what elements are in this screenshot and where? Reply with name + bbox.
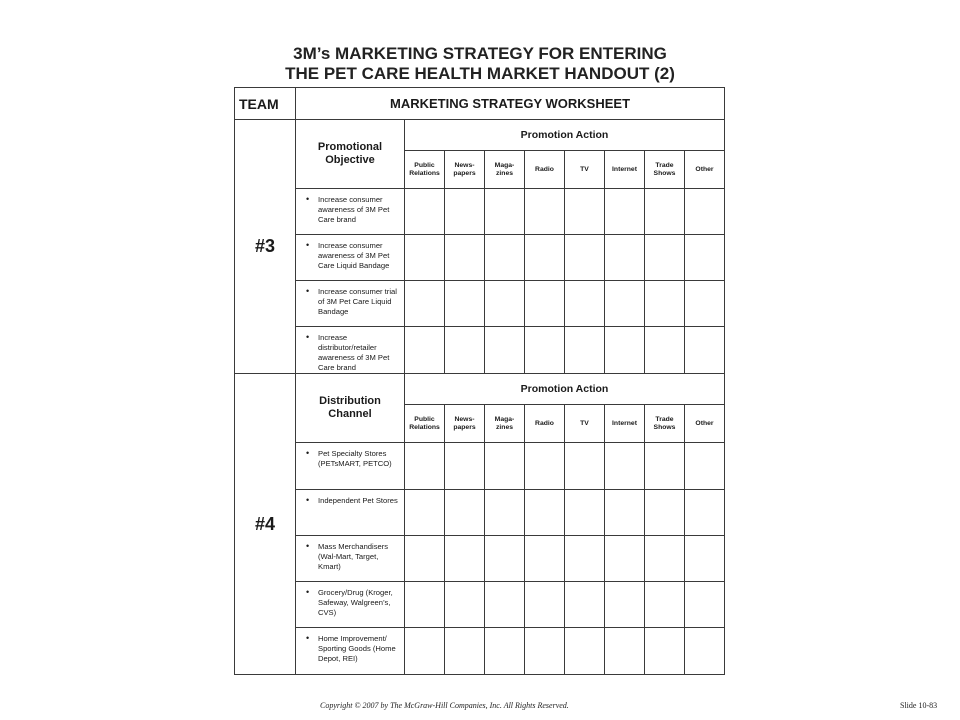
entry-cell[interactable]: [685, 628, 725, 675]
entry-cell[interactable]: [645, 628, 685, 675]
entry-cell[interactable]: [685, 235, 725, 281]
column-header: TV: [565, 151, 605, 189]
worksheet-row: [235, 490, 725, 536]
title-line-2: THE PET CARE HEALTH MARKET HANDOUT (2): [285, 64, 675, 83]
entry-cell[interactable]: [685, 443, 725, 490]
entry-cell[interactable]: [525, 582, 565, 628]
entry-cell[interactable]: [685, 582, 725, 628]
entry-cell[interactable]: [645, 536, 685, 582]
entry-cell[interactable]: [605, 281, 645, 327]
row-label: • Grocery/Drug (Kroger, Safeway, Walgreen’s, CVS): [296, 582, 405, 628]
row-label: • Increase consumer awareness of 3M Pet Care Liquid Bandage: [296, 235, 405, 281]
entry-cell[interactable]: [565, 582, 605, 628]
entry-cell[interactable]: [605, 582, 645, 628]
promotional-objective-header: Promotional Objective: [296, 120, 405, 189]
entry-cell[interactable]: [485, 281, 525, 327]
entry-cell[interactable]: [405, 536, 445, 582]
column-header: Maga- zines: [485, 405, 525, 443]
entry-cell[interactable]: [485, 628, 525, 675]
entry-cell[interactable]: [485, 582, 525, 628]
entry-cell[interactable]: [565, 327, 605, 374]
column-header: Other: [685, 151, 725, 189]
copyright-text: Copyright © 2007 by The McGraw-Hill Companies, Inc. All Rights Reserved.: [320, 701, 569, 710]
team-number: #4: [235, 374, 296, 675]
entry-cell[interactable]: [565, 281, 605, 327]
team-number: #3: [235, 120, 296, 374]
team-header: TEAM: [235, 88, 296, 120]
worksheet-title: MARKETING STRATEGY WORKSHEET: [296, 88, 725, 120]
marketing-strategy-worksheet: [234, 87, 725, 675]
row-label: • Independent Pet Stores: [296, 490, 405, 536]
worksheet-row: [235, 536, 725, 582]
worksheet-row: [235, 443, 725, 490]
entry-cell[interactable]: [685, 490, 725, 536]
entry-cell[interactable]: [685, 189, 725, 235]
entry-cell[interactable]: [445, 235, 485, 281]
column-header: Trade Shows: [645, 405, 685, 443]
entry-cell[interactable]: [525, 235, 565, 281]
entry-cell[interactable]: [685, 536, 725, 582]
entry-cell[interactable]: [605, 628, 645, 675]
column-header: Internet: [605, 405, 645, 443]
row-label: • Increase distributor/retailer awareness of 3M Pet Care brand: [296, 327, 405, 374]
entry-cell[interactable]: [485, 443, 525, 490]
entry-cell[interactable]: [645, 490, 685, 536]
entry-cell[interactable]: [525, 327, 565, 374]
entry-cell[interactable]: [645, 235, 685, 281]
entry-cell[interactable]: [405, 628, 445, 675]
column-header: Trade Shows: [645, 151, 685, 189]
entry-cell[interactable]: [405, 490, 445, 536]
entry-cell[interactable]: [445, 628, 485, 675]
entry-cell[interactable]: [445, 443, 485, 490]
entry-cell[interactable]: [645, 281, 685, 327]
row-label: • Increase consumer awareness of 3M Pet Care brand: [296, 189, 405, 235]
worksheet-row: [235, 189, 725, 235]
column-header: Public Relations: [405, 151, 445, 189]
promotion-action-header: Promotion Action: [405, 374, 725, 405]
column-header: Other: [685, 405, 725, 443]
entry-cell[interactable]: [605, 189, 645, 235]
entry-cell[interactable]: [565, 536, 605, 582]
column-header: News- papers: [445, 405, 485, 443]
entry-cell[interactable]: [405, 189, 445, 235]
entry-cell[interactable]: [605, 490, 645, 536]
worksheet-row: [235, 327, 725, 374]
entry-cell[interactable]: [485, 235, 525, 281]
entry-cell[interactable]: [645, 189, 685, 235]
entry-cell[interactable]: [445, 281, 485, 327]
entry-cell[interactable]: [405, 281, 445, 327]
column-header: Internet: [605, 151, 645, 189]
entry-cell[interactable]: [485, 189, 525, 235]
entry-cell[interactable]: [645, 327, 685, 374]
entry-cell[interactable]: [645, 582, 685, 628]
distribution-channel-header: Distribution Channel: [296, 374, 405, 443]
entry-cell[interactable]: [405, 443, 445, 490]
entry-cell[interactable]: [565, 628, 605, 675]
column-header: Maga- zines: [485, 151, 525, 189]
entry-cell[interactable]: [485, 490, 525, 536]
column-header: Radio: [525, 151, 565, 189]
page-title: [0, 44, 960, 84]
entry-cell[interactable]: [525, 536, 565, 582]
entry-cell[interactable]: [445, 490, 485, 536]
entry-cell[interactable]: [565, 189, 605, 235]
entry-cell[interactable]: [525, 281, 565, 327]
slide-number: Slide 10-83: [900, 701, 938, 710]
entry-cell[interactable]: [445, 327, 485, 374]
worksheet-row: [235, 582, 725, 628]
entry-cell[interactable]: [405, 327, 445, 374]
row-label: • Mass Merchandisers (Wal-Mart, Target, Kmart): [296, 536, 405, 582]
entry-cell[interactable]: [525, 443, 565, 490]
row-label: • Increase consumer trial of 3M Pet Care Liquid Bandage: [296, 281, 405, 327]
title-line-1: 3M’s MARKETING STRATEGY FOR ENTERING: [293, 44, 667, 63]
worksheet-row: [235, 281, 725, 327]
promotion-action-header: Promotion Action: [405, 120, 725, 151]
row-label: • Pet Specialty Stores (PETsMART, PETCO): [296, 443, 405, 490]
entry-cell[interactable]: [405, 235, 445, 281]
entry-cell[interactable]: [565, 490, 605, 536]
entry-cell[interactable]: [525, 490, 565, 536]
entry-cell[interactable]: [445, 189, 485, 235]
entry-cell[interactable]: [525, 189, 565, 235]
entry-cell[interactable]: [525, 628, 565, 675]
entry-cell[interactable]: [565, 235, 605, 281]
entry-cell[interactable]: [605, 235, 645, 281]
column-header: TV: [565, 405, 605, 443]
column-header: Public Relations: [405, 405, 445, 443]
entry-cell[interactable]: [605, 536, 645, 582]
entry-cell[interactable]: [445, 582, 485, 628]
row-label: • Home Improvement/ Sporting Goods (Home Depot, REI): [296, 628, 405, 675]
entry-cell[interactable]: [685, 327, 725, 374]
entry-cell[interactable]: [605, 327, 645, 374]
column-header: News- papers: [445, 151, 485, 189]
entry-cell[interactable]: [565, 443, 605, 490]
entry-cell[interactable]: [485, 536, 525, 582]
entry-cell[interactable]: [405, 582, 445, 628]
entry-cell[interactable]: [605, 443, 645, 490]
column-header: Radio: [525, 405, 565, 443]
worksheet-row: [235, 628, 725, 675]
entry-cell[interactable]: [485, 327, 525, 374]
entry-cell[interactable]: [685, 281, 725, 327]
worksheet-row: [235, 235, 725, 281]
entry-cell[interactable]: [445, 536, 485, 582]
entry-cell[interactable]: [645, 443, 685, 490]
